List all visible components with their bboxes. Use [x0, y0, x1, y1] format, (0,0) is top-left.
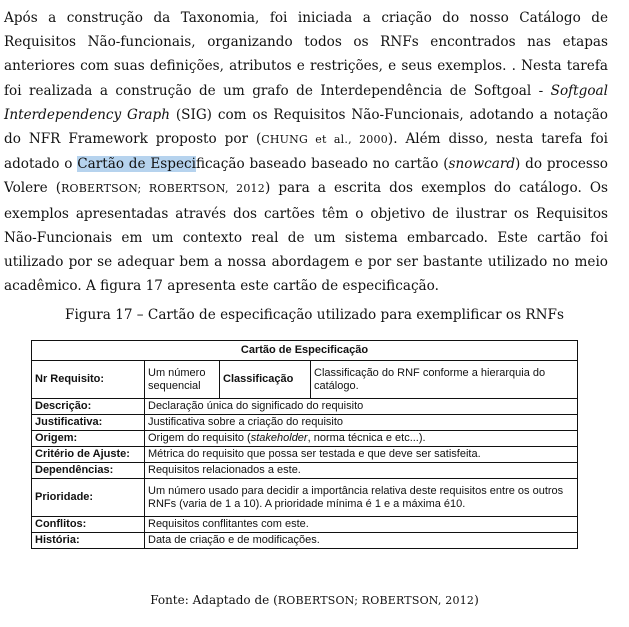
row-label: Prioridade:	[32, 479, 145, 517]
text-segment: ) do processo Volere (	[4, 156, 608, 197]
row-label: História:	[32, 533, 145, 549]
card-row	[32, 447, 578, 463]
stakeholder-term: stakeholder	[250, 432, 308, 444]
card-title-row	[32, 341, 578, 361]
row-label: Dependências:	[32, 463, 145, 479]
row-value	[145, 431, 578, 447]
text-segment: Após a construção da Taxonomia, foi iniciada a criação do nosso Catálogo de Requisitos Não-funcionais, organizando todos os RNFs encontrados nas etapas anteriores com suas definições, atributos e restrições, e seus exemplos. . Nesta tarefa foi realizada a construção de um grafo de Interdependência de Softgoal -	[4, 10, 608, 99]
text-segment: (SIG) com os Requisitos Não-Funcionais, adotando a notação do NFR Framework proposto por (	[4, 106, 608, 148]
nr-label: Nr Requisito:	[32, 361, 145, 399]
row-label: Origem:	[32, 431, 145, 447]
row-value: Declaração única do significado do requisito	[145, 399, 578, 415]
sig-term: Softgoal Interdependency Graph	[4, 82, 608, 123]
row-value: Data de criação e de modificações.	[145, 533, 578, 549]
card-row	[32, 479, 578, 517]
card-row	[32, 533, 578, 549]
row-label: Conflitos:	[32, 517, 145, 533]
body-paragraph	[4, 6, 608, 298]
row-value: Requisitos relacionados a este.	[145, 463, 578, 479]
specification-card	[31, 340, 578, 549]
source-suffix: )	[474, 593, 479, 607]
row-value: Requisitos conflitantes com este.	[145, 517, 578, 533]
citation[interactable]: CHUNG et al., 2000	[261, 133, 388, 147]
text-segment: ficação baseado baseado no cartão (	[195, 156, 449, 173]
nr-value: Um número sequencial	[145, 361, 220, 399]
row-value: Métrica do requisito que possa ser testada e que deve ser satisfeita.	[145, 447, 578, 463]
figure-caption: Figura 17 – Cartão de especificação utilizado para exemplificar os RNFs	[65, 307, 564, 323]
origem-text: , norma técnica e etc...).	[307, 432, 426, 444]
text-segment: ). Além disso, nesta tarefa foi adotado o	[4, 131, 608, 173]
origem-text: Origem do requisito (	[148, 432, 251, 444]
row-label: Critério de Ajuste:	[32, 447, 145, 463]
card-title: Cartão de Especificação	[32, 341, 578, 361]
card-header-row	[32, 361, 578, 399]
card-row	[32, 399, 578, 415]
text-segment: ) para a escrita dos exemplos do catálogo. Os exemplos apresentadas através dos cartões têm o objetivo de ilustrar os Requisitos Não-Funcionais em um contexto real de um sistema embarcado. Este cartão foi utilizado por se adequar bem a nossa abordagem e por ser bastante utilizado no meio acadêmico. A figura 17 apresenta este cartão de especificação.	[4, 180, 608, 295]
row-label: Justificativa:	[32, 415, 145, 431]
classification-value: Classificação do RNF conforme a hierarquia do catálogo.	[311, 361, 578, 399]
row-value: Justificativa sobre a criação do requisito	[145, 415, 578, 431]
card-row	[32, 431, 578, 447]
classification-label: Classificação	[220, 361, 311, 399]
card-row	[32, 517, 578, 533]
card-row	[32, 463, 578, 479]
selected-text[interactable]: Cartão de Especi	[77, 156, 196, 173]
snowcard-term: snowcard	[448, 156, 516, 173]
source-prefix: Fonte: Adaptado de (	[150, 593, 278, 607]
row-value: Um número usado para decidir a importância relativa deste requisitos entre os outros RNFs (varia de 1 a 10). A prioridade mínima é 1 e a máxima é10.	[145, 479, 578, 517]
source-citation[interactable]: ROBERTSON; ROBERTSON, 2012	[277, 594, 475, 607]
figure-source	[0, 593, 629, 607]
row-label: Descrição:	[32, 399, 145, 415]
citation[interactable]: ROBERTSON; ROBERTSON, 2012	[61, 182, 265, 196]
card-row	[32, 415, 578, 431]
